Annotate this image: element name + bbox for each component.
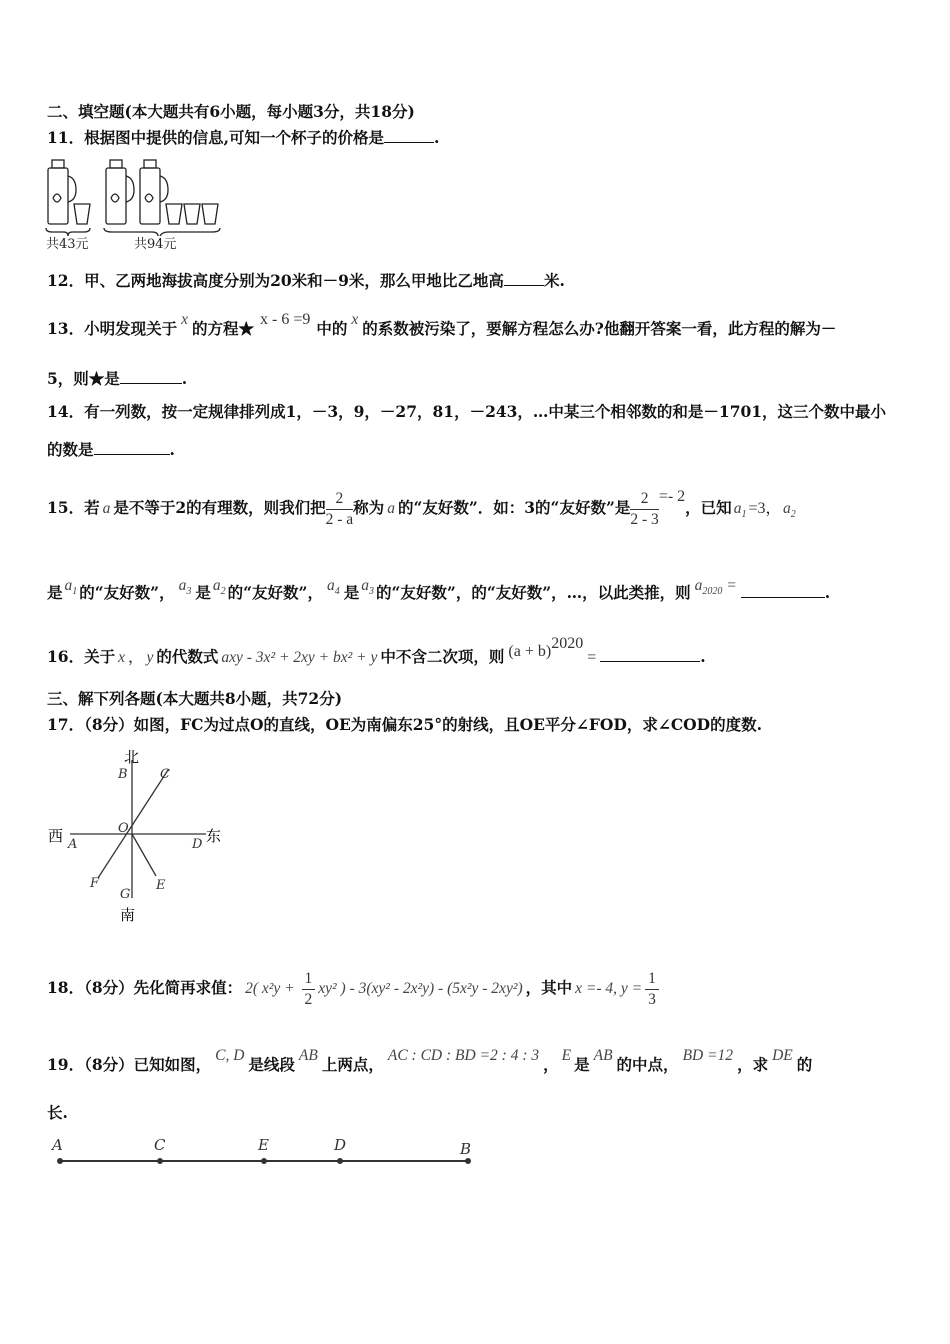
question-12: 12．甲、乙两地海拔高度分别为20米和－9米，那么甲地比乙地高 米. bbox=[47, 271, 565, 290]
question-19: 19．（8分）已知如图， C, D 是线段 AB 上两点， AC : CD : BD =2 : 4 : 3 ， E 是 AB 的中点， BD =12 ，求 DE 的 bbox=[47, 1047, 813, 1074]
question-14: 14．有一列数，按一定规律排列成1，－3，9，－27，81，－243，…中某三个相邻数的和是－1701，这三个数中最小 bbox=[47, 402, 887, 421]
ray-OE bbox=[132, 834, 156, 876]
thermos-lid bbox=[52, 160, 64, 168]
svg-text:E: E bbox=[258, 1136, 269, 1154]
point-A bbox=[57, 1158, 63, 1164]
question-15: 15．若 a 是不等于2的有理数，则我们把 $\frac{2}{2 - a}$ 称为 a 的“友好数”．如：3的“友好数”是 $\frac{2}{2 - 3}$ =- 2，已知 $a_1 =3$， $a_2$ bbox=[47, 488, 796, 528]
point-E bbox=[261, 1158, 267, 1164]
thermos-body bbox=[48, 168, 68, 224]
answer-blank bbox=[600, 647, 700, 662]
svg-text:F: F bbox=[90, 876, 100, 891]
svg-text:B: B bbox=[118, 767, 128, 782]
segment-figure bbox=[48, 1134, 478, 1184]
compass-figure bbox=[44, 748, 234, 926]
answer-blank bbox=[94, 440, 170, 455]
section-2-heading: 二、填空题(本大题共有6小题，每小题3分，共18分) bbox=[47, 102, 415, 121]
svg-text:D: D bbox=[334, 1136, 347, 1154]
svg-text:C: C bbox=[154, 1136, 166, 1154]
answer-blank bbox=[504, 271, 544, 286]
point-B bbox=[465, 1158, 471, 1164]
question-14-line-2: 的数是 . bbox=[47, 440, 175, 459]
question-18: 18．（8分）先化简再求值： 2( x²y + $\frac{1}{2}$ xy² ) - 3(xy² - 2x²y) - (5x²y - 2xy²) ，其中 x =- 4, y = $\frac{1}{3}$ bbox=[47, 960, 659, 1017]
question-15-line-2: 是 $a_1$ 的“友好数”， $a_3$ 是 $a_2$ 的“友好数”， $a_4$ 是 $a_3$ 的“友好数”，的“友好数”，…，以此类推，则 $a_{2020}$ = . bbox=[47, 577, 831, 602]
question-13: 13．小明发现关于 x 的方程★ x - 6 =9 中的 x 的系数被污染了，要解方程怎么办?他翻开答案一看，此方程的解为－ bbox=[47, 311, 837, 338]
question-11: 11．根据图中提供的信息,可知一个杯子的价格是 . bbox=[47, 128, 440, 147]
question-17: 17．（8分）如图，FC为过点O的直线，OE为南偏东25°的射线，且OE平分∠FOD，求∠COD的度数. bbox=[47, 715, 763, 734]
answer-blank bbox=[120, 369, 182, 384]
question-13-line-2: 5，则★是 . bbox=[47, 369, 188, 388]
question-19-line-2: 长. bbox=[47, 1103, 68, 1122]
svg-text:G: G bbox=[120, 887, 131, 902]
example-fraction: $\frac{2}{2 - 3}$ bbox=[630, 489, 659, 528]
thermos-cups-figure bbox=[44, 156, 224, 252]
svg-text:西: 西 bbox=[48, 827, 64, 845]
cup bbox=[74, 204, 90, 224]
svg-text:B: B bbox=[460, 1140, 472, 1158]
svg-text:A: A bbox=[52, 1136, 63, 1154]
svg-text:北: 北 bbox=[124, 748, 140, 766]
question-16: 16．关于 x ， y 的代数式 axy - 3x² + 2xy + bx² + y 中不含二次项，则 $(a + b)^{2020}=$ . bbox=[47, 635, 706, 667]
svg-text:O: O bbox=[118, 821, 129, 836]
right-price-label: 共94元 bbox=[134, 237, 177, 252]
left-price-label: 共43元 bbox=[46, 237, 89, 252]
answer-blank bbox=[384, 128, 434, 143]
algebraic-expression: axy - 3x² + 2xy + bx² + y bbox=[221, 649, 378, 667]
point-D bbox=[337, 1158, 343, 1164]
svg-text:东: 东 bbox=[206, 827, 222, 845]
section-3-heading: 三、解下列各题(本大题共8小题，共72分) bbox=[47, 689, 343, 708]
line-FC bbox=[98, 770, 168, 878]
svg-text:A: A bbox=[68, 837, 78, 852]
svg-text:南: 南 bbox=[120, 906, 136, 924]
svg-text:C: C bbox=[160, 767, 170, 782]
point-C bbox=[157, 1158, 163, 1164]
svg-text:D: D bbox=[192, 837, 203, 852]
friendly-fraction: $\frac{2}{2 - a}$ bbox=[325, 489, 354, 528]
svg-text:E: E bbox=[156, 878, 166, 893]
answer-blank bbox=[741, 583, 825, 598]
equation: x - 6 =9 bbox=[259, 311, 311, 328]
question-11-text: 11．根据图中提供的信息,可知一个杯子的价格是 bbox=[47, 128, 384, 147]
